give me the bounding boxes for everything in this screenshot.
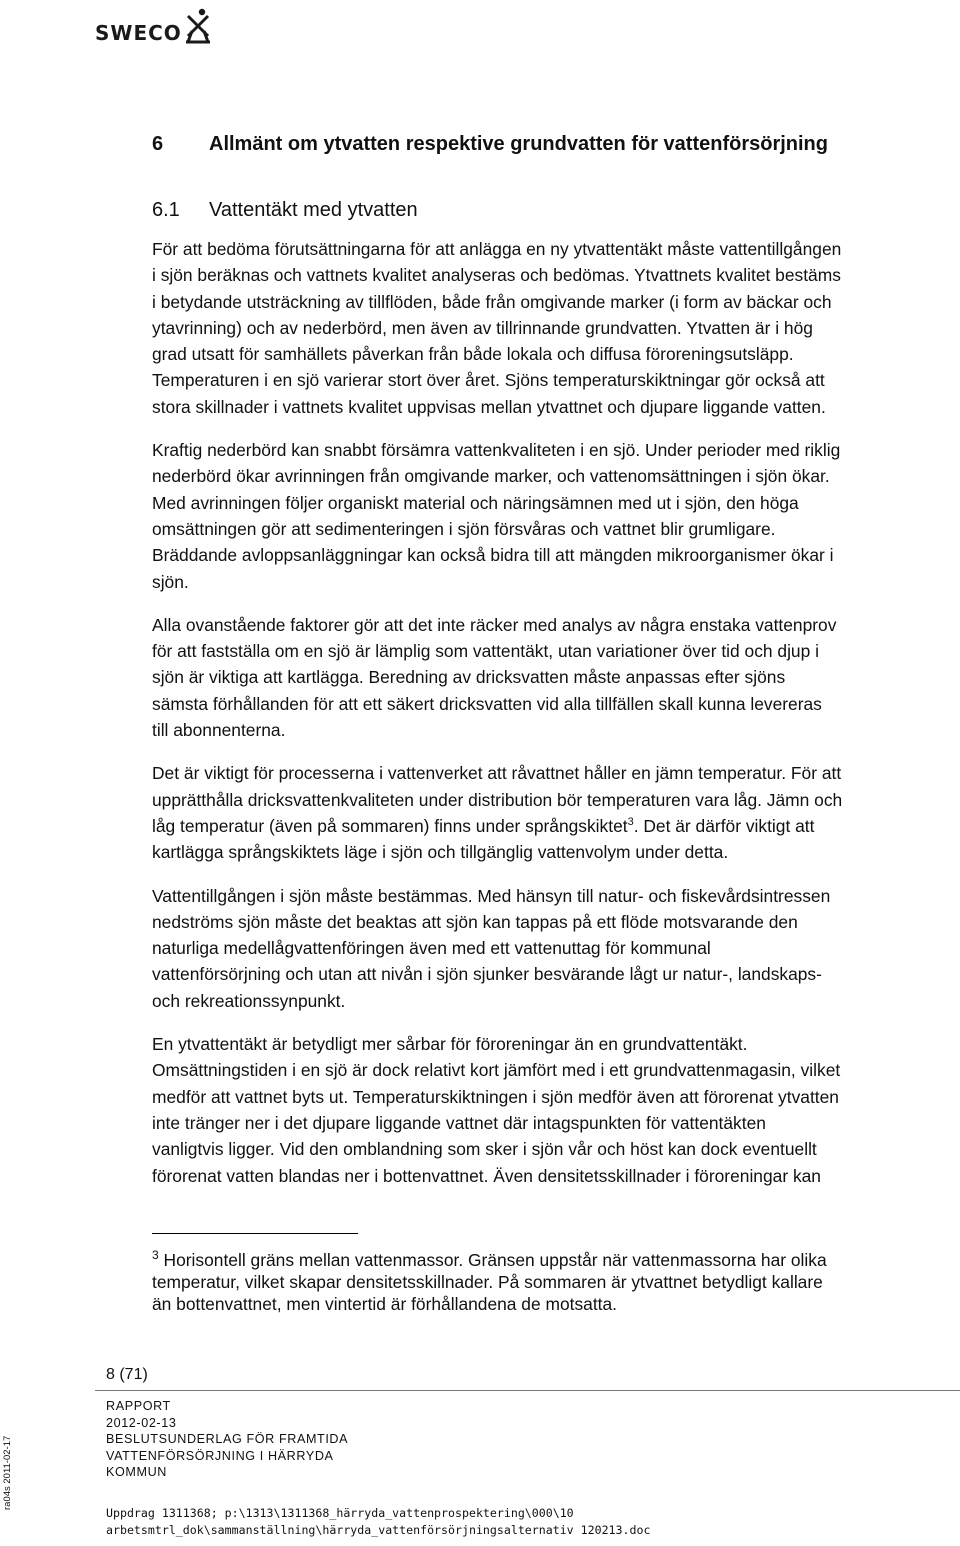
section-number: 6 (152, 133, 164, 155)
path-line: arbetsmtrl_dok\sammanställning\härryda_vattenförsörjningsalternativ 120213.doc (106, 1523, 651, 1537)
text-line: och rekreationssynpunkt. (152, 990, 346, 1011)
footnote-reference[interactable]: 3 (627, 816, 634, 829)
text-line: till abonnenterna. (152, 720, 286, 741)
text-line: medför att vattnet byts ut. Temperaturskiktningen i sjön medför även att förorenat ytvatten (152, 1086, 839, 1107)
text-line: kartlägga språngskiktets läge i sjön och tillgänglig vattenvolym under detta. (152, 842, 729, 863)
text-line: ytavrinning) och av nederbörd, men även av tillrinnande grundvatten. Ytvatten är i hög (152, 317, 813, 338)
subsection-title: Vattentäkt med ytvatten (209, 199, 418, 221)
meta-line: BESLUTSUNDERLAG FÖR FRAMTIDA (106, 1432, 349, 1446)
footnote-text: Horisontell gräns mellan vattenmassor. Gränsen uppstår när vattenmassorna har olika (163, 1250, 827, 1270)
text-line: omsättningen gör att sedimenteringen i sjön försvåras och vattnet blir grumligare. (152, 518, 776, 539)
text-line: för att fastställa om en sjö är lämplig som vattentäkt, utan variationer över tid och djup i (152, 641, 819, 662)
text-line: vattenförsörjning och utan att nivån i sjön sjunker besvärande lågt ur natur-, landskaps- (152, 964, 822, 985)
sweco-logo (95, 4, 211, 44)
text-line: stora skillnader i vattnets kvalitet uppvisas mellan ytvattnet och djupare liggande vatten. (152, 396, 826, 417)
text-line: För att bedöma förutsättningarna för att anlägga en ny ytvattentäkt måste vattentillgången (152, 239, 842, 259)
footnote-number: 3 (152, 1248, 159, 1263)
text-line: inte tränger ner i det djupare liggande vattnet där intagspunkten för vattentäkten (152, 1112, 766, 1133)
text-line: Det är viktigt för processerna i vattenverket att råvattnet håller en jämn temperatur. För att (152, 763, 842, 784)
section-title: Allmänt om ytvatten respektive grundvatten för vattenförsörjning (209, 133, 828, 155)
text-line: nedströms sjön måste det beaktas att sjön kan tappas på ett flöde motsvarande den (152, 911, 798, 932)
text-line: Bräddande avloppsanläggningar kan också bidra till att mängden mikroorganismer ökar i (152, 545, 834, 566)
footnote (152, 1249, 827, 1315)
subsection-number: 6.1 (152, 199, 180, 221)
text-line: sjön. (152, 571, 189, 592)
text-line: Vattentillgången i sjön måste bestämmas. Med hänsyn till natur- och fiskevårdsintressen (152, 885, 831, 906)
text-segment: . Det är därför viktigt att (633, 815, 815, 836)
path-line: Uppdrag 1311368; p:\1313\1311368_härryda_vattenprospektering\000\10 (106, 1506, 574, 1520)
footnote-line: än bottenvattnet, men vintertid är förhållandena de motsatta. (152, 1294, 618, 1314)
section-heading (152, 133, 828, 156)
footer-divider (95, 1390, 960, 1391)
document-path (106, 1505, 650, 1539)
text-line (152, 813, 960, 839)
text-line: sämsta förhållanden för att ett säkert dricksvatten vid alla tillfällen skall kunna levereras (152, 693, 822, 714)
text-line: naturliga medellågvattenföringen även med ett vattenuttag för kommunal (152, 938, 711, 959)
logo-wordmark: SWECO (95, 21, 182, 45)
meta-line: KOMMUN (106, 1465, 167, 1479)
text-segment: låg temperatur (även på sommaren) finns under språngskiktet (152, 815, 628, 836)
text-line: En ytvattentäkt är betydligt mer sårbar för föroreningar än en grundvattentäkt. (152, 1034, 748, 1055)
footnote-line: temperatur, vilket skapar densitetsskillnader. På sommaren är ytvattnet betydligt kallare (152, 1272, 823, 1292)
paragraph (152, 760, 960, 865)
report-meta (106, 1398, 348, 1481)
text-line: sjön är viktiga att kartlägga. Beredning av dricksvatten måste anpassas efter sjöns (152, 667, 786, 688)
template-code: ra04s 2011-02-17 (2, 1435, 13, 1510)
paragraph (152, 236, 960, 420)
text-line: Omsättningstiden i en sjö är dock relativt kort jämfört med i ett grundvattenmagasin, vilket (152, 1060, 841, 1081)
sweco-figure-icon (185, 8, 211, 44)
text-line: i sjön beräknas och vattnets kvalitet analyseras och bedömas. Ytvattnets kvalitet bestäms (152, 265, 841, 286)
paragraph (152, 883, 960, 1014)
paragraph (152, 1031, 960, 1189)
footnote-separator (152, 1233, 358, 1234)
body-text (152, 236, 960, 1206)
subsection-heading (152, 199, 418, 222)
footnote-line (152, 1249, 827, 1271)
meta-line: VATTENFÖRSÖRJNING I HÄRRYDA (106, 1448, 334, 1463)
text-line: nederbörd ökar avrinningen från omgivande marker, och vattenomsättningen i sjön ökar. (152, 466, 830, 487)
text-line: förorenat vatten blandas ner i bottenvattnet. Även densitetsskillnader i föroreningar kan (152, 1165, 821, 1186)
paragraph (152, 612, 960, 743)
text-line: vanligtvis ligger. Vid den omblandning som sker i sjön vår och höst kan dock eventuellt (152, 1139, 817, 1160)
meta-line: 2012-02-13 (106, 1415, 177, 1430)
text-line: Med avrinningen följer organiskt material och näringsämnen med ut i sjön, den höga (152, 492, 799, 513)
text-line: upprätthålla dricksvattenkvaliteten under distribution bör temperaturen vara låg. Jämn och (152, 789, 843, 810)
text-line: i betydande utsträckning av tillflöden, både från omgivande marker (i form av bäckar och (152, 291, 832, 312)
paragraph (152, 437, 960, 595)
text-line: Temperaturen i en sjö varierar stort över året. Sjöns temperaturskiktningar gör också att (152, 370, 825, 391)
text-line: grad utsatt för samhällets påverkan från både lokala och diffusa föroreningsutsläpp. (152, 344, 794, 365)
meta-line: RAPPORT (106, 1399, 171, 1413)
page-number: 8 (71) (106, 1366, 148, 1383)
text-line: Alla ovanstående faktorer gör att det inte räcker med analys av några enstaka vattenprov (152, 614, 837, 635)
text-line: Kraftig nederbörd kan snabbt försämra vattenkvaliteten i en sjö. Under perioder med riklig (152, 440, 841, 461)
